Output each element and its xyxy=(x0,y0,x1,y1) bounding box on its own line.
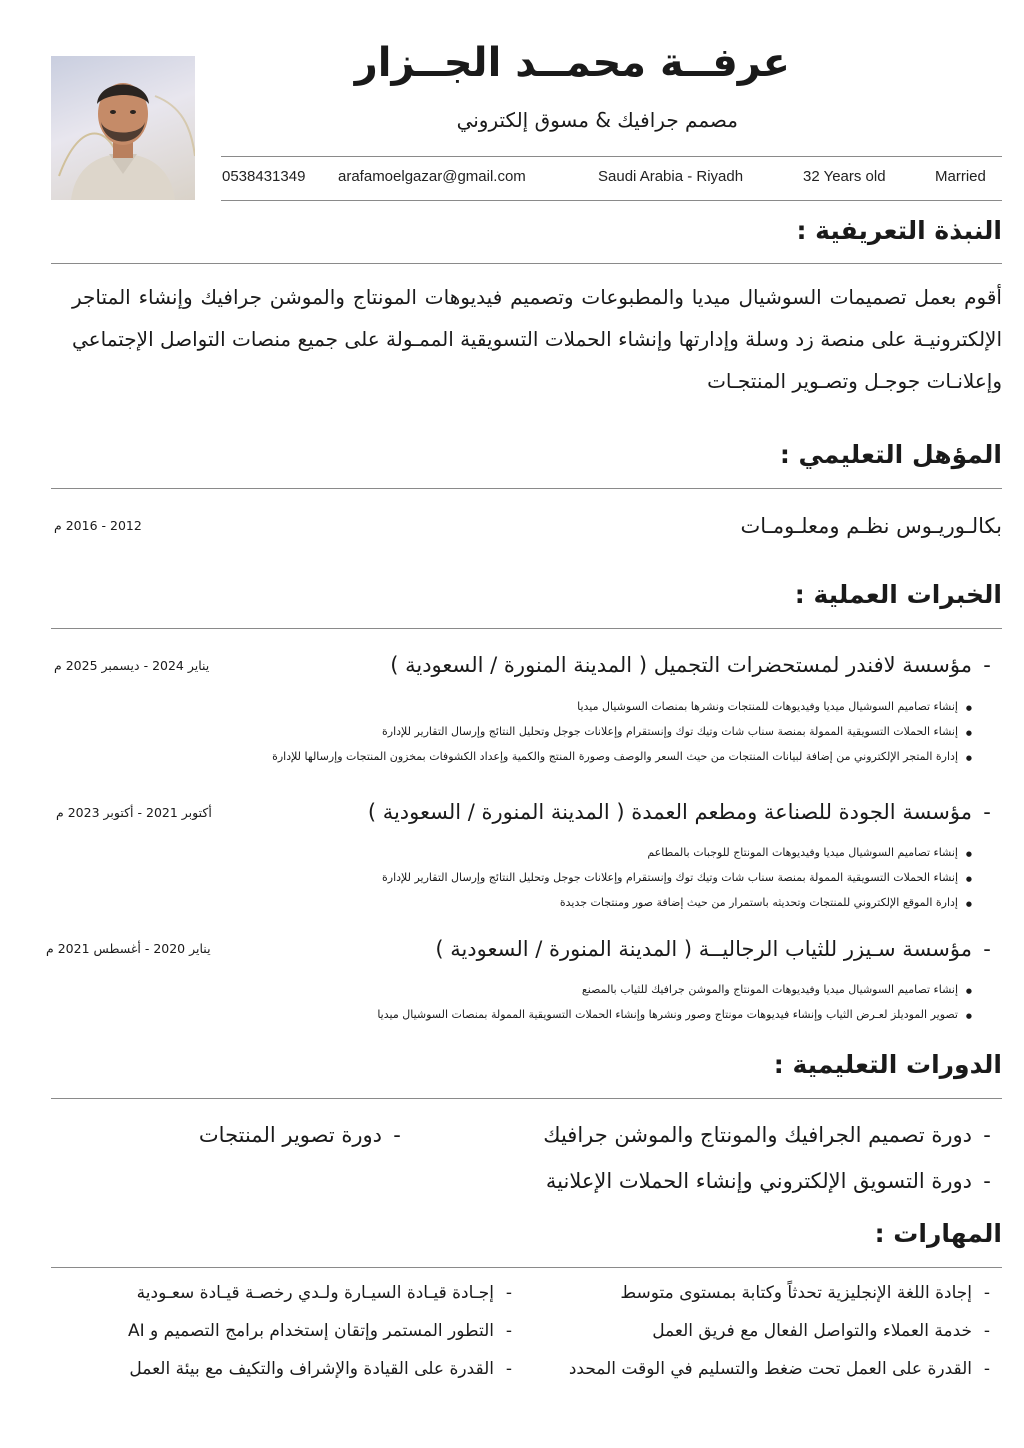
skill-item: -القدرة على العمل تحت ضغط والتسليم في الوقت المحدد xyxy=(568,1359,991,1379)
candidate-name: عرفــة محمــد الجــزار xyxy=(354,40,790,86)
age: 32 Years old xyxy=(803,168,886,185)
job-bullet: ● إنشاء الحملات التسويقية الممولة بمنصة سناب شات وتيك توك وإنستقرام وإعلانات جوجل وتحليل النتائج وإرسال التقارير للإدارة xyxy=(382,871,958,884)
degree: بكالـوريـوس نظـم ومعلـومـات xyxy=(740,514,1002,538)
skill-item: -إجادة اللغة الإنجليزية تحدثاً وكتابة بمستوى متوسط xyxy=(620,1283,991,1303)
job-dates: يناير 2020 - أغسطس 2021 م xyxy=(46,941,211,956)
job-company: -مؤسسة لافندر لمستحضرات التجميل ( المدينة المنورة / السعودية ) xyxy=(390,653,991,677)
divider xyxy=(51,1267,1002,1268)
skill-item: -إجـادة قيـادة السيـارة ولـدي رخصـة قيـادة سعـودية xyxy=(136,1283,513,1303)
course-item: -دورة التسويق الإلكتروني وإنشاء الحملات الإعلانية xyxy=(545,1169,991,1193)
section-title-courses: الدورات التعليمية : xyxy=(773,1050,1002,1079)
job-company: -مؤسسة سـيزر للثياب الرجاليــة ( المدينة المنورة / السعودية ) xyxy=(435,937,991,961)
person-avatar-icon xyxy=(51,56,195,200)
about-text: أقوم بعمل تصميمات السوشيال ميديا والمطبوعات وتصميم فيديوهات المونتاج والموشن جرافيك وإنشاء المتاجر الإلكترونيـة على منصة زد وسلة وإدارتها وإنشاء الحملات التسويقية الممـولة على جميع منصات التواصل الإجتماعي وإعلانـات جوجـل وتصـوير المنتجـات xyxy=(72,285,1002,393)
section-title-about: النبذة التعريفية : xyxy=(796,216,1002,245)
divider xyxy=(51,628,1002,629)
divider xyxy=(221,156,1002,157)
job-bullet: ● تصوير الموديلز لعـرض الثياب وإنشاء فيديوهات مونتاج وصور ونشرها وإنشاء الحملات التسويقية الممولة بمنصات السوشيال ميديا xyxy=(377,1008,958,1021)
job-bullet: ● إنشاء الحملات التسويقية الممولة بمنصة سناب شات وتيك توك وإنستقرام وإعلانات جوجل وتحليل النتائج وإرسال التقارير للإدارة xyxy=(382,725,958,738)
divider xyxy=(51,488,1002,489)
job-company: -مؤسسة الجودة للصناعة ومطعم العمدة ( المدينة المنورة / السعودية ) xyxy=(367,800,991,824)
job-title: مصمم جرافيك & مسوق إلكتروني xyxy=(456,108,738,132)
job-dates: يناير 2024 - ديسمبر 2025 م xyxy=(54,658,210,673)
course-item: -دورة تصوير المنتجات xyxy=(198,1123,401,1147)
profile-photo xyxy=(51,56,195,200)
email-address: arafamoelgazar@gmail.com xyxy=(338,168,526,185)
job-bullet: ● إنشاء تصاميم السوشيال ميديا وفيديوهات المونتاج للوجبات بالمطاعم xyxy=(647,846,958,859)
divider xyxy=(51,263,1002,264)
job-bullet: ● إنشاء تصاميم السوشيال ميديا وفيديوهات المونتاج والموشن جرافيك للثياب بالمصنع xyxy=(582,983,958,996)
course-item: -دورة تصميم الجرافيك والمونتاج والموشن جرافيك xyxy=(543,1123,991,1147)
skill-item: -التطور المستمر وإتقان إستخدام برامج التصميم و AI xyxy=(127,1321,513,1341)
section-title-education: المؤهل التعليمي : xyxy=(779,440,1002,469)
job-bullet: ● إدارة المتجر الإلكتروني من إضافة لبيانات المنتجات من حيث السعر والوصف وصورة المنتج والكمية وإعداد الكشوفات بمخزون المنتجات وإرسالها للإدارة xyxy=(272,750,958,763)
section-title-skills: المهارات : xyxy=(874,1219,1002,1248)
job-bullet: ● إنشاء تصاميم السوشيال ميديا وفيديوهات للمنتجات ونشرها بمنصات السوشيال ميديا xyxy=(577,700,958,713)
location: Saudi Arabia - Riyadh xyxy=(598,168,744,185)
divider xyxy=(221,200,1002,201)
marital-status: Married xyxy=(935,168,986,185)
skill-item: -خدمة العملاء والتواصل الفعال مع فريق العمل xyxy=(652,1321,991,1341)
job-dates: أكتوبر 2021 - أكتوبر 2023 م xyxy=(56,805,212,820)
divider xyxy=(51,1098,1002,1099)
phone-number: 0538431349 xyxy=(222,168,306,185)
section-title-experience: الخبرات العملية : xyxy=(794,580,1002,609)
skill-item: -القدرة على القيادة والإشراف والتكيف مع بيئة العمل xyxy=(129,1359,513,1379)
education-dates: 2012 - 2016 م xyxy=(54,518,142,533)
job-bullet: ● إدارة الموقع الإلكتروني للمنتجات وتحديثه باستمرار من حيث إضافة صور ومنتجات جديدة xyxy=(560,896,958,909)
